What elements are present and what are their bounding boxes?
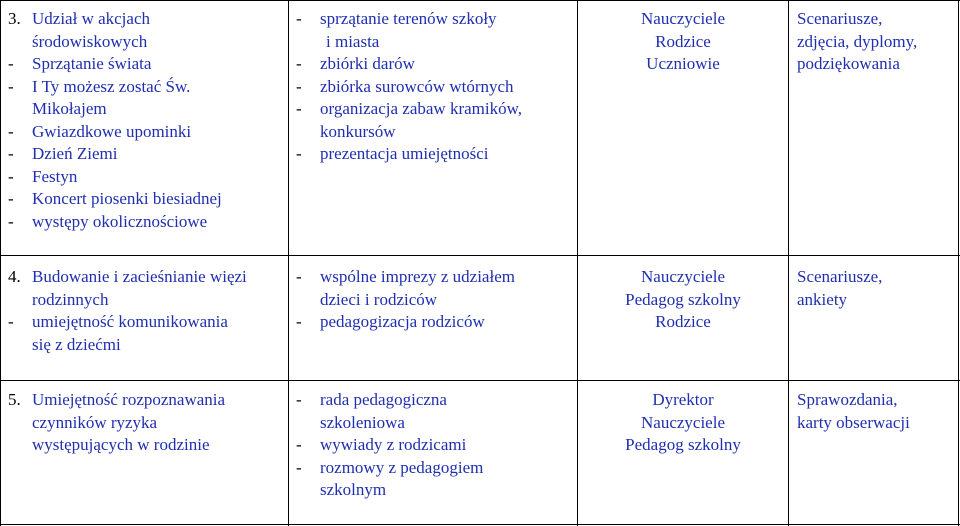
list-item: umiejętność komunikowania: [32, 312, 228, 331]
list-item: zbiórki darów: [320, 54, 415, 73]
topic-title: środowiskowych: [32, 31, 148, 51]
documentation-item: Sprawozdania,: [797, 390, 898, 409]
table-border-left: [0, 0, 1, 526]
topic-title: czynników ryzyka: [32, 412, 158, 432]
row-divider: [0, 380, 960, 381]
documentation-item: karty obserwacji: [797, 412, 910, 432]
row-4-topic-cell: 4. Budowanie i zacieśnianie więzi rodzinnych - umiejętność komunikowania się z dziećmi: [8, 266, 286, 356]
row-5-topic-cell: [8, 389, 286, 457]
responsible-person: Rodzice: [655, 312, 711, 331]
list-item: Sprzątanie świata: [32, 54, 152, 73]
table-border-right: [958, 0, 959, 526]
row-number: 5.: [8, 390, 21, 409]
list-item: sprzątanie terenów szkoły: [320, 9, 497, 28]
topic-title: Budowanie i zacieśnianie więzi: [32, 267, 247, 286]
documentation-item: zdjęcia, dyplomy,: [797, 31, 918, 51]
row-number: 3.: [8, 9, 21, 28]
responsible-person: Nauczyciele: [641, 267, 725, 286]
list-item: pedagogizacja rodziców: [320, 312, 485, 331]
list-item: Mikołajem: [32, 99, 107, 118]
list-item: I Ty możesz zostać Św.: [32, 76, 191, 96]
list-item: i miasta: [326, 31, 380, 51]
row-5-responsible-cell: [578, 389, 788, 457]
list-item: prezentacja umiejętności: [320, 144, 489, 163]
row-number: 4.: [8, 267, 21, 286]
row-4-methods-cell: - wspólne imprezy z udziałem dzieci i rodziców - pedagogizacja rodziców: [296, 266, 574, 334]
topic-title: występujących w rodzinie: [32, 435, 210, 454]
list-item: Koncert piosenki biesiadnej: [32, 189, 222, 208]
documentation-item: ankiety: [797, 289, 848, 309]
list-item: Festyn: [32, 166, 78, 186]
list-item: wspólne imprezy z udziałem: [320, 267, 515, 286]
row-3-methods-cell: - sprzątanie terenów szkoły i miasta - zbiórki darów - zbiórka surowców wtórnych - organizacja zabaw kramików, konkursów - prezentacja umiejętności: [296, 8, 574, 166]
list-item: wywiady z rodzicami: [320, 435, 467, 454]
list-item: zbiórka surowców wtórnych: [320, 76, 514, 96]
responsible-person: Rodzice: [655, 31, 711, 51]
row-3-responsible-cell: [578, 8, 788, 76]
row-5-methods-cell: - rada pedagogiczna szkoleniowa - wywiady z rodzicami - rozmowy z pedagogiem szkolnym: [296, 389, 574, 502]
documentation-item: podziękowania: [797, 54, 900, 73]
list-item: rozmowy z pedagogiem: [320, 457, 484, 477]
list-item: Dzień Ziemi: [32, 144, 118, 163]
column-divider: [288, 0, 289, 526]
list-item: Gwiazdkowe upominki: [32, 121, 192, 141]
responsible-person: Nauczyciele: [641, 412, 725, 432]
column-divider: [788, 0, 789, 526]
topic-title: Udział w akcjach: [32, 9, 150, 28]
responsible-person: Dyrektor: [652, 390, 714, 409]
table-border-bottom: [0, 524, 960, 525]
responsible-person: Pedagog szkolny: [625, 289, 741, 309]
row-divider: [0, 255, 960, 256]
responsible-person: Nauczyciele: [641, 9, 725, 28]
list-item: konkursów: [320, 121, 396, 141]
row-4-documentation-cell: [797, 266, 957, 311]
table-border-top: [0, 0, 960, 1]
row-3-documentation-cell: [797, 8, 957, 76]
list-item: szkolnym: [320, 480, 387, 499]
row-3-topic-cell: 3. Udział w akcjach środowiskowych - Sprzątanie świata - I Ty możesz zostać Św. Mikołajem - Gwiazdkowe upominki - Dzień Ziemi - Festyn - Koncert piosenki biesiadnej - występy okolicznościowe: [8, 8, 286, 233]
list-item: rada pedagogiczna: [320, 390, 447, 409]
list-item: szkoleniowa: [320, 412, 405, 432]
list-item: występy okolicznościowe: [32, 211, 208, 231]
list-item: dzieci i rodziców: [320, 289, 438, 309]
list-item: organizacja zabaw kramików,: [320, 99, 523, 118]
documentation-item: Scenariusze,: [797, 267, 883, 286]
documentation-item: Scenariusze,: [797, 9, 883, 28]
row-4-responsible-cell: [578, 266, 788, 334]
responsible-person: Uczniowie: [646, 54, 720, 73]
list-item: się z dziećmi: [32, 334, 121, 354]
topic-title: rodzinnych: [32, 289, 109, 309]
responsible-person: Pedagog szkolny: [625, 435, 741, 454]
row-5-documentation-cell: [797, 389, 957, 434]
topic-title: Umiejętność rozpoznawania: [32, 390, 226, 409]
